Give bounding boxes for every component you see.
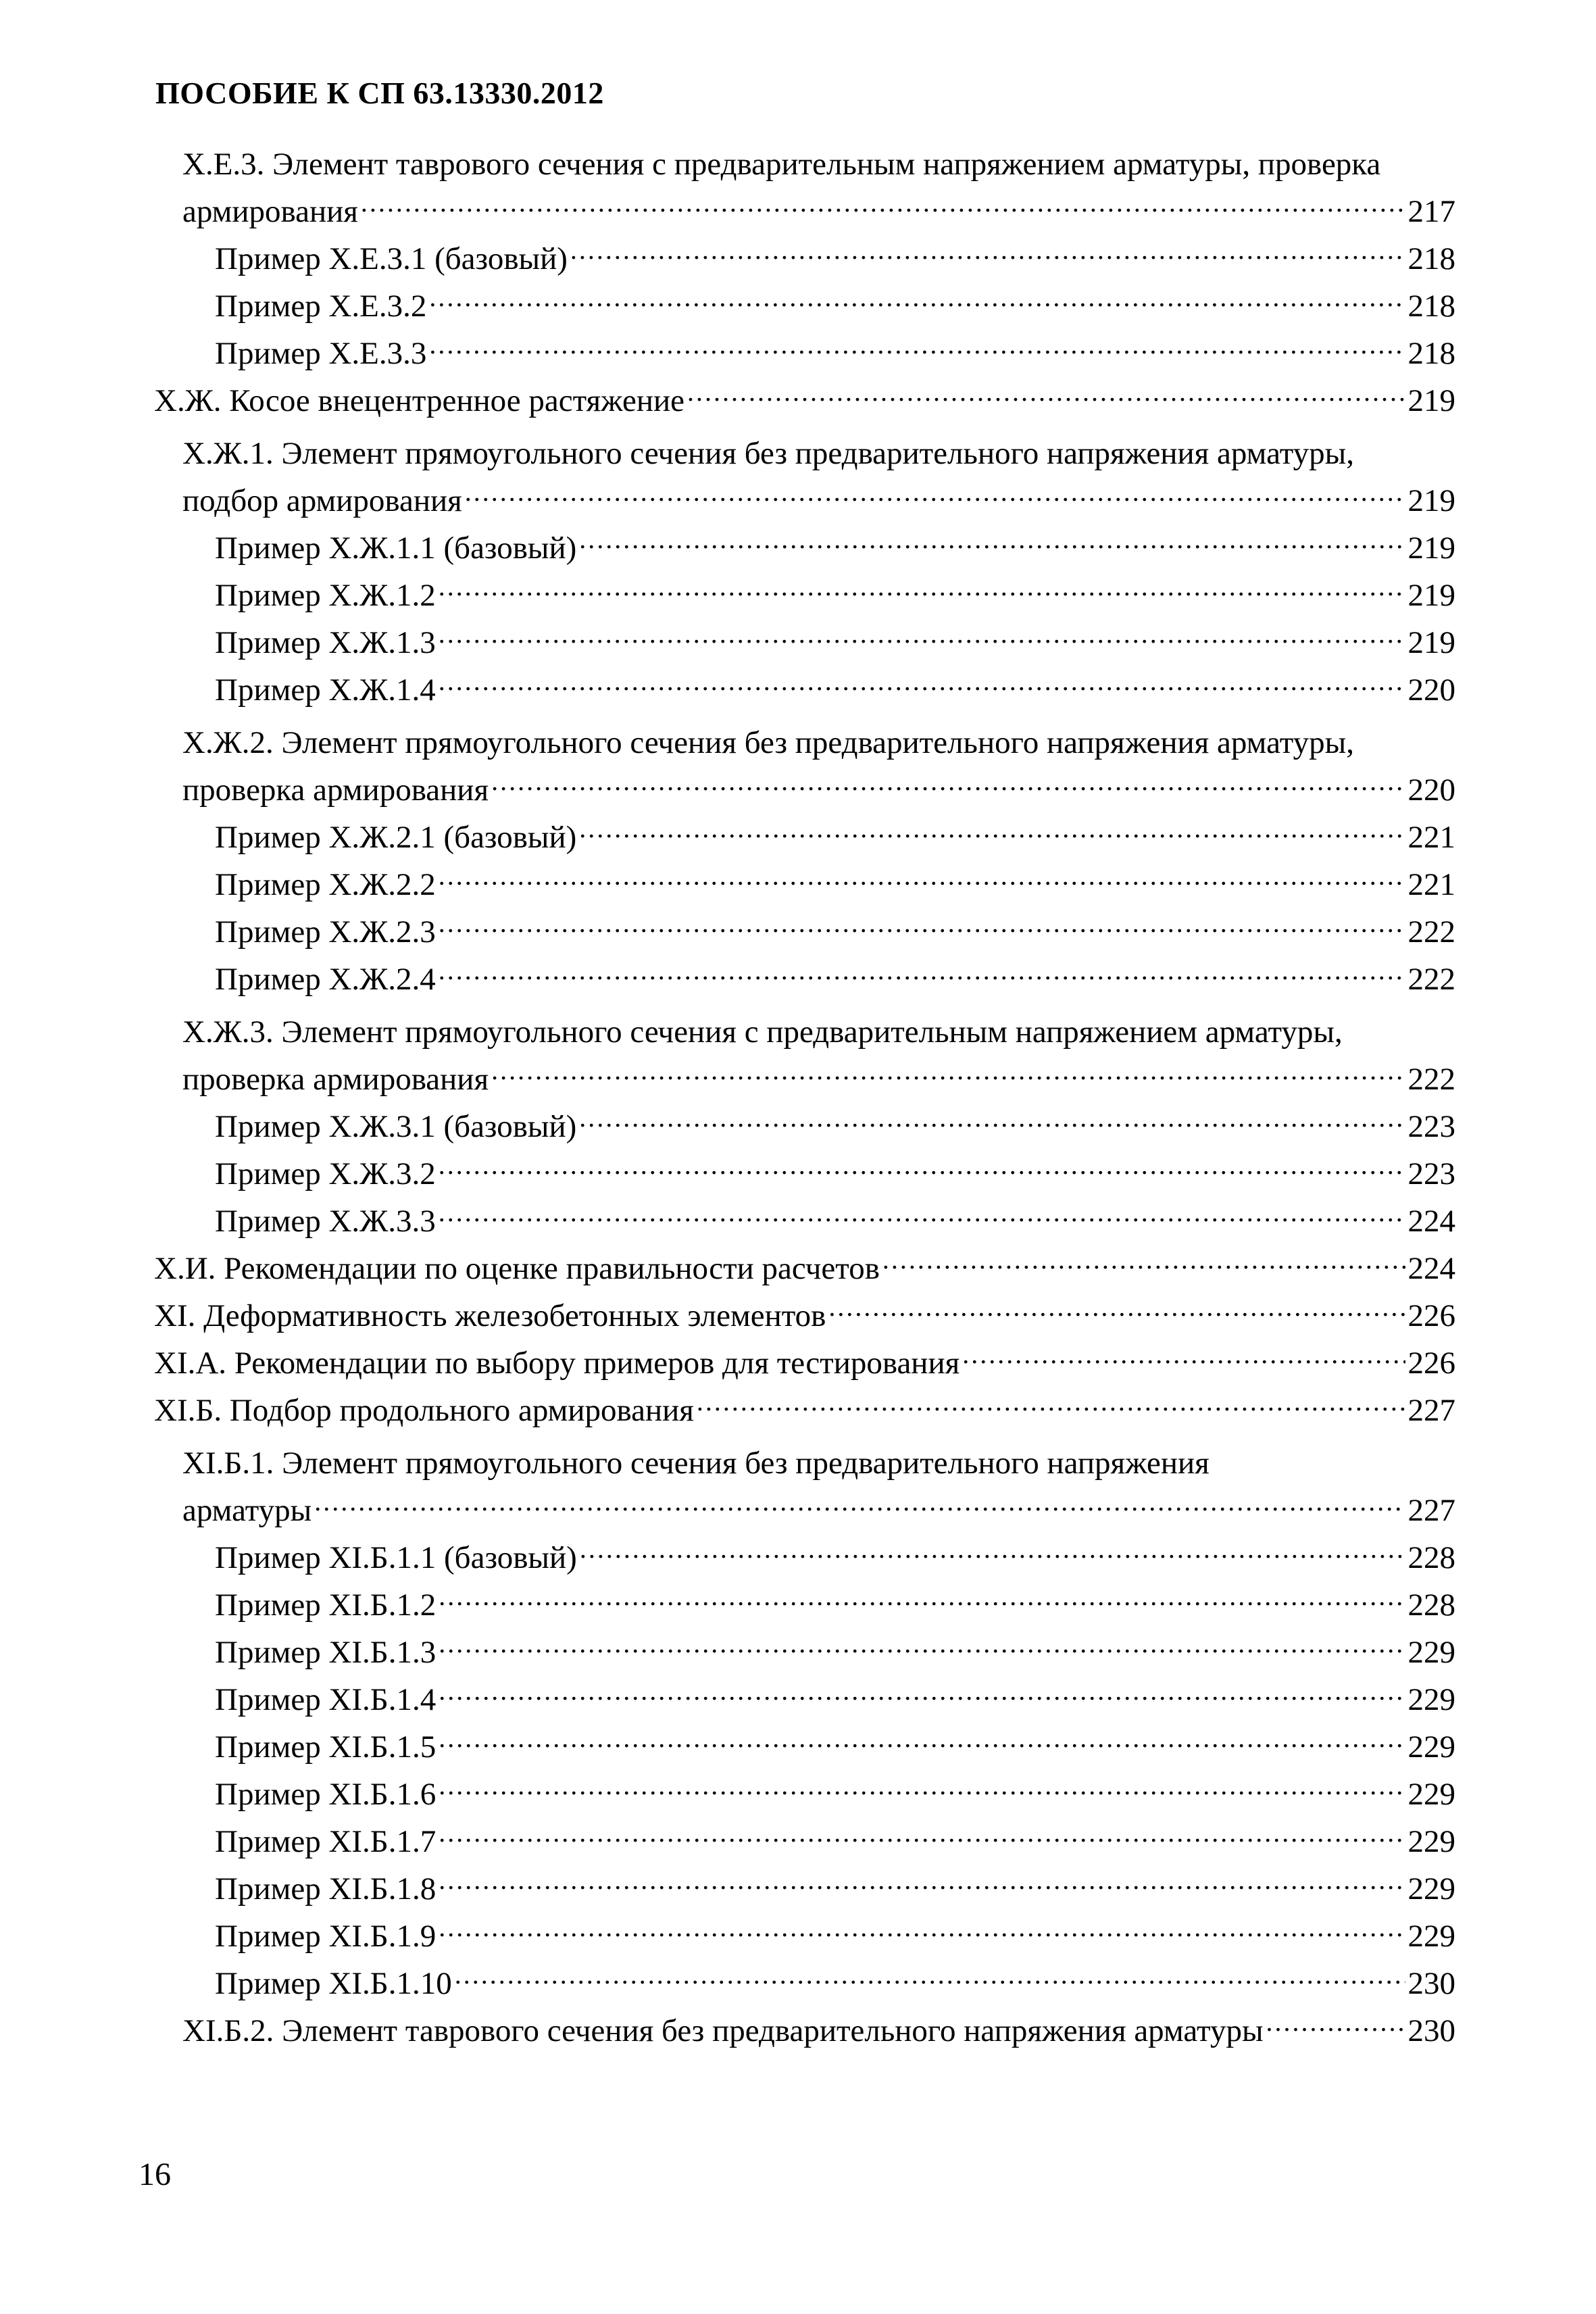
dot-leader: [579, 816, 1405, 847]
toc-entry-title: Пример Х.Е.3.3: [215, 336, 427, 371]
toc-entry-example: [0, 1723, 1596, 1771]
toc-leader-line: [215, 1865, 1455, 1913]
dot-leader: [491, 768, 1405, 800]
dot-leader: [439, 1867, 1405, 1899]
toc-entry-title: Пример Х.Ж.3.2: [215, 1156, 436, 1191]
toc-entry-title: подбор армирования: [182, 483, 462, 518]
toc-entry-example: [0, 619, 1596, 666]
toc-leader-line: [215, 235, 1455, 282]
dot-leader: [491, 1058, 1405, 1089]
toc-entry-title: Пример XI.Б.1.3: [215, 1635, 437, 1670]
dot-leader: [687, 379, 1405, 411]
toc-entry-title-line: Х.Е.3. Элемент таврового сечения с предварительным напряжением арматуры, проверка: [182, 147, 1381, 182]
dot-leader: [439, 1725, 1405, 1757]
toc-leader-line: [215, 1818, 1455, 1865]
toc-entry-title: арматуры: [182, 1493, 312, 1528]
toc-entry-title-line: XI.Б.1. Элемент прямоугольного сечения без предварительного напряжения: [182, 1446, 1210, 1481]
toc-leader-line: [154, 1339, 1455, 1387]
dot-leader: [439, 1820, 1405, 1852]
toc-leader-line: [215, 956, 1455, 1003]
dot-leader: [429, 332, 1405, 364]
dot-leader: [439, 958, 1405, 989]
toc-entry-example: [0, 908, 1596, 956]
dot-leader: [439, 1915, 1405, 1946]
toc-page-number: 220: [1407, 772, 1455, 808]
dot-leader: [361, 190, 1405, 222]
dot-leader: [570, 237, 1405, 269]
toc-entry-example: [0, 1629, 1596, 1676]
toc-leader-line: [182, 2007, 1455, 2054]
toc-entry-title: Пример XI.Б.1.5: [215, 1729, 437, 1765]
dot-leader: [439, 1200, 1405, 1231]
toc-entry-example: [0, 956, 1596, 1003]
toc-leader-line: [215, 908, 1455, 956]
toc-page-number: 229: [1407, 1777, 1455, 1812]
toc-leader-line: [215, 861, 1455, 908]
toc-leader-line: [215, 572, 1455, 619]
toc-leader-line: [215, 1581, 1455, 1629]
dot-leader: [439, 1678, 1405, 1710]
dot-leader: [962, 1341, 1405, 1373]
toc-page-number: 230: [1407, 1966, 1455, 2001]
toc-leader-line: [215, 1913, 1455, 1960]
toc-leader-line: [215, 666, 1455, 714]
toc-entry-title: проверка армирования: [182, 772, 489, 808]
toc-leader-line: [182, 1056, 1455, 1103]
toc-entry-example: [0, 330, 1596, 377]
dot-leader: [882, 1247, 1405, 1279]
toc-page-number: 224: [1407, 1251, 1455, 1286]
toc-entry-title: Пример XI.Б.1.9: [215, 1919, 437, 1954]
toc-entry-example: [0, 1581, 1596, 1629]
toc-entry-title: Пример Х.Ж.3.3: [215, 1204, 436, 1239]
toc-page-number: 220: [1407, 672, 1455, 708]
toc-entry-title: Пример Х.Ж.1.2: [215, 578, 436, 613]
toc-page-number: 219: [1407, 531, 1455, 566]
toc-entry-example: [0, 235, 1596, 282]
toc-page-number: 219: [1407, 483, 1455, 518]
toc-entry-subsection: [0, 430, 1596, 524]
toc-leader-line: [215, 1771, 1455, 1818]
toc-entry-title: Пример Х.Ж.3.1 (базовый): [215, 1109, 577, 1144]
toc-entry-example: [0, 1534, 1596, 1581]
toc-entry-section: [0, 1387, 1596, 1434]
toc-entry-title: Пример XI.Б.1.1 (базовый): [215, 1540, 577, 1575]
toc-entry-example: [0, 1818, 1596, 1865]
toc-page-number: 218: [1407, 241, 1455, 276]
toc-entry-example: [0, 1771, 1596, 1818]
toc-entry-title: армирования: [182, 194, 358, 229]
dot-leader: [697, 1389, 1405, 1421]
toc-entry-title: Пример XI.Б.1.2: [215, 1587, 437, 1623]
dot-leader: [439, 621, 1405, 653]
toc-leader-line: [182, 1487, 1455, 1534]
dot-leader: [439, 1631, 1405, 1663]
toc-entry-title-line: Х.Ж.1. Элемент прямоугольного сечения без предварительного напряжения арматуры,: [182, 436, 1354, 471]
toc-leader-line: [154, 1245, 1455, 1292]
toc-page-number: 221: [1407, 820, 1455, 855]
toc-page-number: 223: [1407, 1109, 1455, 1144]
toc-leader-line: [182, 188, 1455, 235]
toc-page-number: 229: [1407, 1871, 1455, 1906]
toc-entry-subsection: [0, 1439, 1596, 1534]
toc-entry-title-line: Х.Ж.3. Элемент прямоугольного сечения с предварительным напряжением арматуры,: [182, 1014, 1343, 1050]
toc-entry-example: [0, 1676, 1596, 1723]
toc-entry-example: [0, 282, 1596, 330]
toc-entry-example: [0, 1865, 1596, 1913]
toc-page-number: 221: [1407, 867, 1455, 902]
toc-entry-title: Пример Х.Е.3.2: [215, 289, 427, 324]
dot-leader: [465, 479, 1405, 511]
running-head: ПОСОБИЕ К СП 63.13330.2012: [155, 76, 604, 110]
toc-page-number: 218: [1407, 336, 1455, 371]
toc-entry-title: XI. Деформативность железобетонных элементов: [154, 1298, 826, 1333]
toc-entry-section: [0, 1339, 1596, 1387]
toc-leader-line: [215, 1150, 1455, 1198]
toc-entry-title: Х.Ж. Косое внецентренное растяжение: [154, 383, 685, 418]
toc-leader-line: [215, 1960, 1455, 2007]
toc-entry-example: [0, 814, 1596, 861]
toc-entry-title: Пример Х.Ж.2.2: [215, 867, 436, 902]
toc-entry-example: [0, 1103, 1596, 1150]
toc-entry-example: [0, 1150, 1596, 1198]
dot-leader: [439, 910, 1405, 942]
toc-entry-example: [0, 666, 1596, 714]
dot-leader: [580, 1536, 1405, 1568]
toc-leader-line: [215, 1198, 1455, 1245]
toc-entry-title: Пример Х.Ж.1.1 (базовый): [215, 531, 577, 566]
toc-entry-subsection: [0, 719, 1596, 814]
toc-page-number: 222: [1407, 1062, 1455, 1097]
toc-entry-title: XI.А. Рекомендации по выбору примеров для тестирования: [154, 1346, 960, 1381]
toc-page-number: 227: [1407, 1493, 1455, 1528]
toc-page-number: 228: [1407, 1540, 1455, 1575]
toc-leader-line: [215, 1723, 1455, 1771]
toc-page-number: 224: [1407, 1204, 1455, 1239]
toc-page-number: 229: [1407, 1729, 1455, 1765]
toc-entry-example: [0, 1913, 1596, 1960]
toc-entry-title: Х.И. Рекомендации по оценке правильности расчетов: [154, 1251, 880, 1286]
toc-entry-section: [0, 1292, 1596, 1339]
toc-entry-section: [0, 1245, 1596, 1292]
toc-entry-title-line: Х.Ж.2. Элемент прямоугольного сечения без предварительного напряжения арматуры,: [182, 725, 1354, 760]
dot-leader: [439, 668, 1405, 700]
toc-entry-title: Пример Х.Е.3.1 (базовый): [215, 241, 568, 276]
toc-entry-title: Пример XI.Б.1.7: [215, 1824, 437, 1859]
toc-entry-title: Пример XI.Б.1.10: [215, 1966, 452, 2001]
page-number: 16: [139, 2157, 171, 2192]
toc-page-number: 226: [1407, 1298, 1455, 1333]
dot-leader: [1266, 2009, 1405, 2041]
toc-page-number: 219: [1407, 625, 1455, 660]
table-of-contents: [0, 135, 1596, 2054]
toc-leader-line: [215, 524, 1455, 572]
toc-leader-line: [215, 619, 1455, 666]
toc-leader-line: [154, 377, 1455, 424]
toc-entry-section: [0, 377, 1596, 424]
toc-leader-line: [215, 1103, 1455, 1150]
dot-leader: [455, 1962, 1405, 1994]
toc-entry-title: Пример XI.Б.1.8: [215, 1871, 437, 1906]
toc-page-number: 222: [1407, 914, 1455, 950]
toc-entry-title: Пример Х.Ж.1.4: [215, 672, 436, 708]
toc-leader-line: [215, 330, 1455, 377]
toc-page-number: 230: [1407, 2013, 1455, 2048]
toc-leader-line: [182, 766, 1455, 814]
dot-leader: [439, 863, 1405, 895]
toc-entry-example: [0, 572, 1596, 619]
toc-entry-title: Пример XI.Б.1.6: [215, 1777, 437, 1812]
toc-entry-title: XI.Б. Подбор продольного армирования: [154, 1393, 694, 1428]
dot-leader: [439, 574, 1405, 606]
toc-entry-example: [0, 1960, 1596, 2007]
toc-entry-title: XI.Б.2. Элемент таврового сечения без предварительного напряжения арматуры: [182, 2013, 1264, 2048]
toc-entry-title: Пример XI.Б.1.4: [215, 1682, 437, 1717]
dot-leader: [828, 1294, 1405, 1326]
toc-page-number: 229: [1407, 1919, 1455, 1954]
dot-leader: [314, 1489, 1405, 1521]
dot-leader: [439, 1152, 1405, 1184]
toc-page-number: 219: [1407, 383, 1455, 418]
toc-page-number: 217: [1407, 194, 1455, 229]
toc-page-number: 222: [1407, 962, 1455, 997]
toc-entry-example: [0, 1198, 1596, 1245]
dot-leader: [579, 1105, 1405, 1137]
toc-leader-line: [215, 1534, 1455, 1581]
toc-entry-example: [0, 524, 1596, 572]
dot-leader: [439, 1583, 1405, 1615]
toc-leader-line: [215, 1676, 1455, 1723]
toc-leader-line: [215, 814, 1455, 861]
toc-page-number: 218: [1407, 289, 1455, 324]
toc-leader-line: [154, 1387, 1455, 1434]
toc-page-number: 223: [1407, 1156, 1455, 1191]
toc-page-number: 226: [1407, 1346, 1455, 1381]
toc-entry-title: Пример Х.Ж.2.4: [215, 962, 436, 997]
toc-page-number: 227: [1407, 1393, 1455, 1428]
toc-entry-subsection: [0, 2007, 1596, 2054]
toc-leader-line: [215, 282, 1455, 330]
dot-leader: [579, 526, 1405, 558]
toc-page-number: 228: [1407, 1587, 1455, 1623]
toc-page-number: 229: [1407, 1682, 1455, 1717]
dot-leader: [429, 285, 1405, 316]
toc-entry-title: Пример Х.Ж.2.1 (базовый): [215, 820, 577, 855]
toc-leader-line: [182, 477, 1455, 524]
toc-entry-title: Пример Х.Ж.1.3: [215, 625, 436, 660]
toc-entry-title: проверка армирования: [182, 1062, 489, 1097]
toc-page-number: 229: [1407, 1824, 1455, 1859]
toc-leader-line: [154, 1292, 1455, 1339]
dot-leader: [439, 1773, 1405, 1804]
toc-entry-subsection: [0, 141, 1596, 235]
toc-entry-title: Пример Х.Ж.2.3: [215, 914, 436, 950]
toc-entry-example: [0, 861, 1596, 908]
toc-entry-subsection: [0, 1008, 1596, 1103]
toc-page-number: 229: [1407, 1635, 1455, 1670]
toc-page-number: 219: [1407, 578, 1455, 613]
toc-leader-line: [215, 1629, 1455, 1676]
